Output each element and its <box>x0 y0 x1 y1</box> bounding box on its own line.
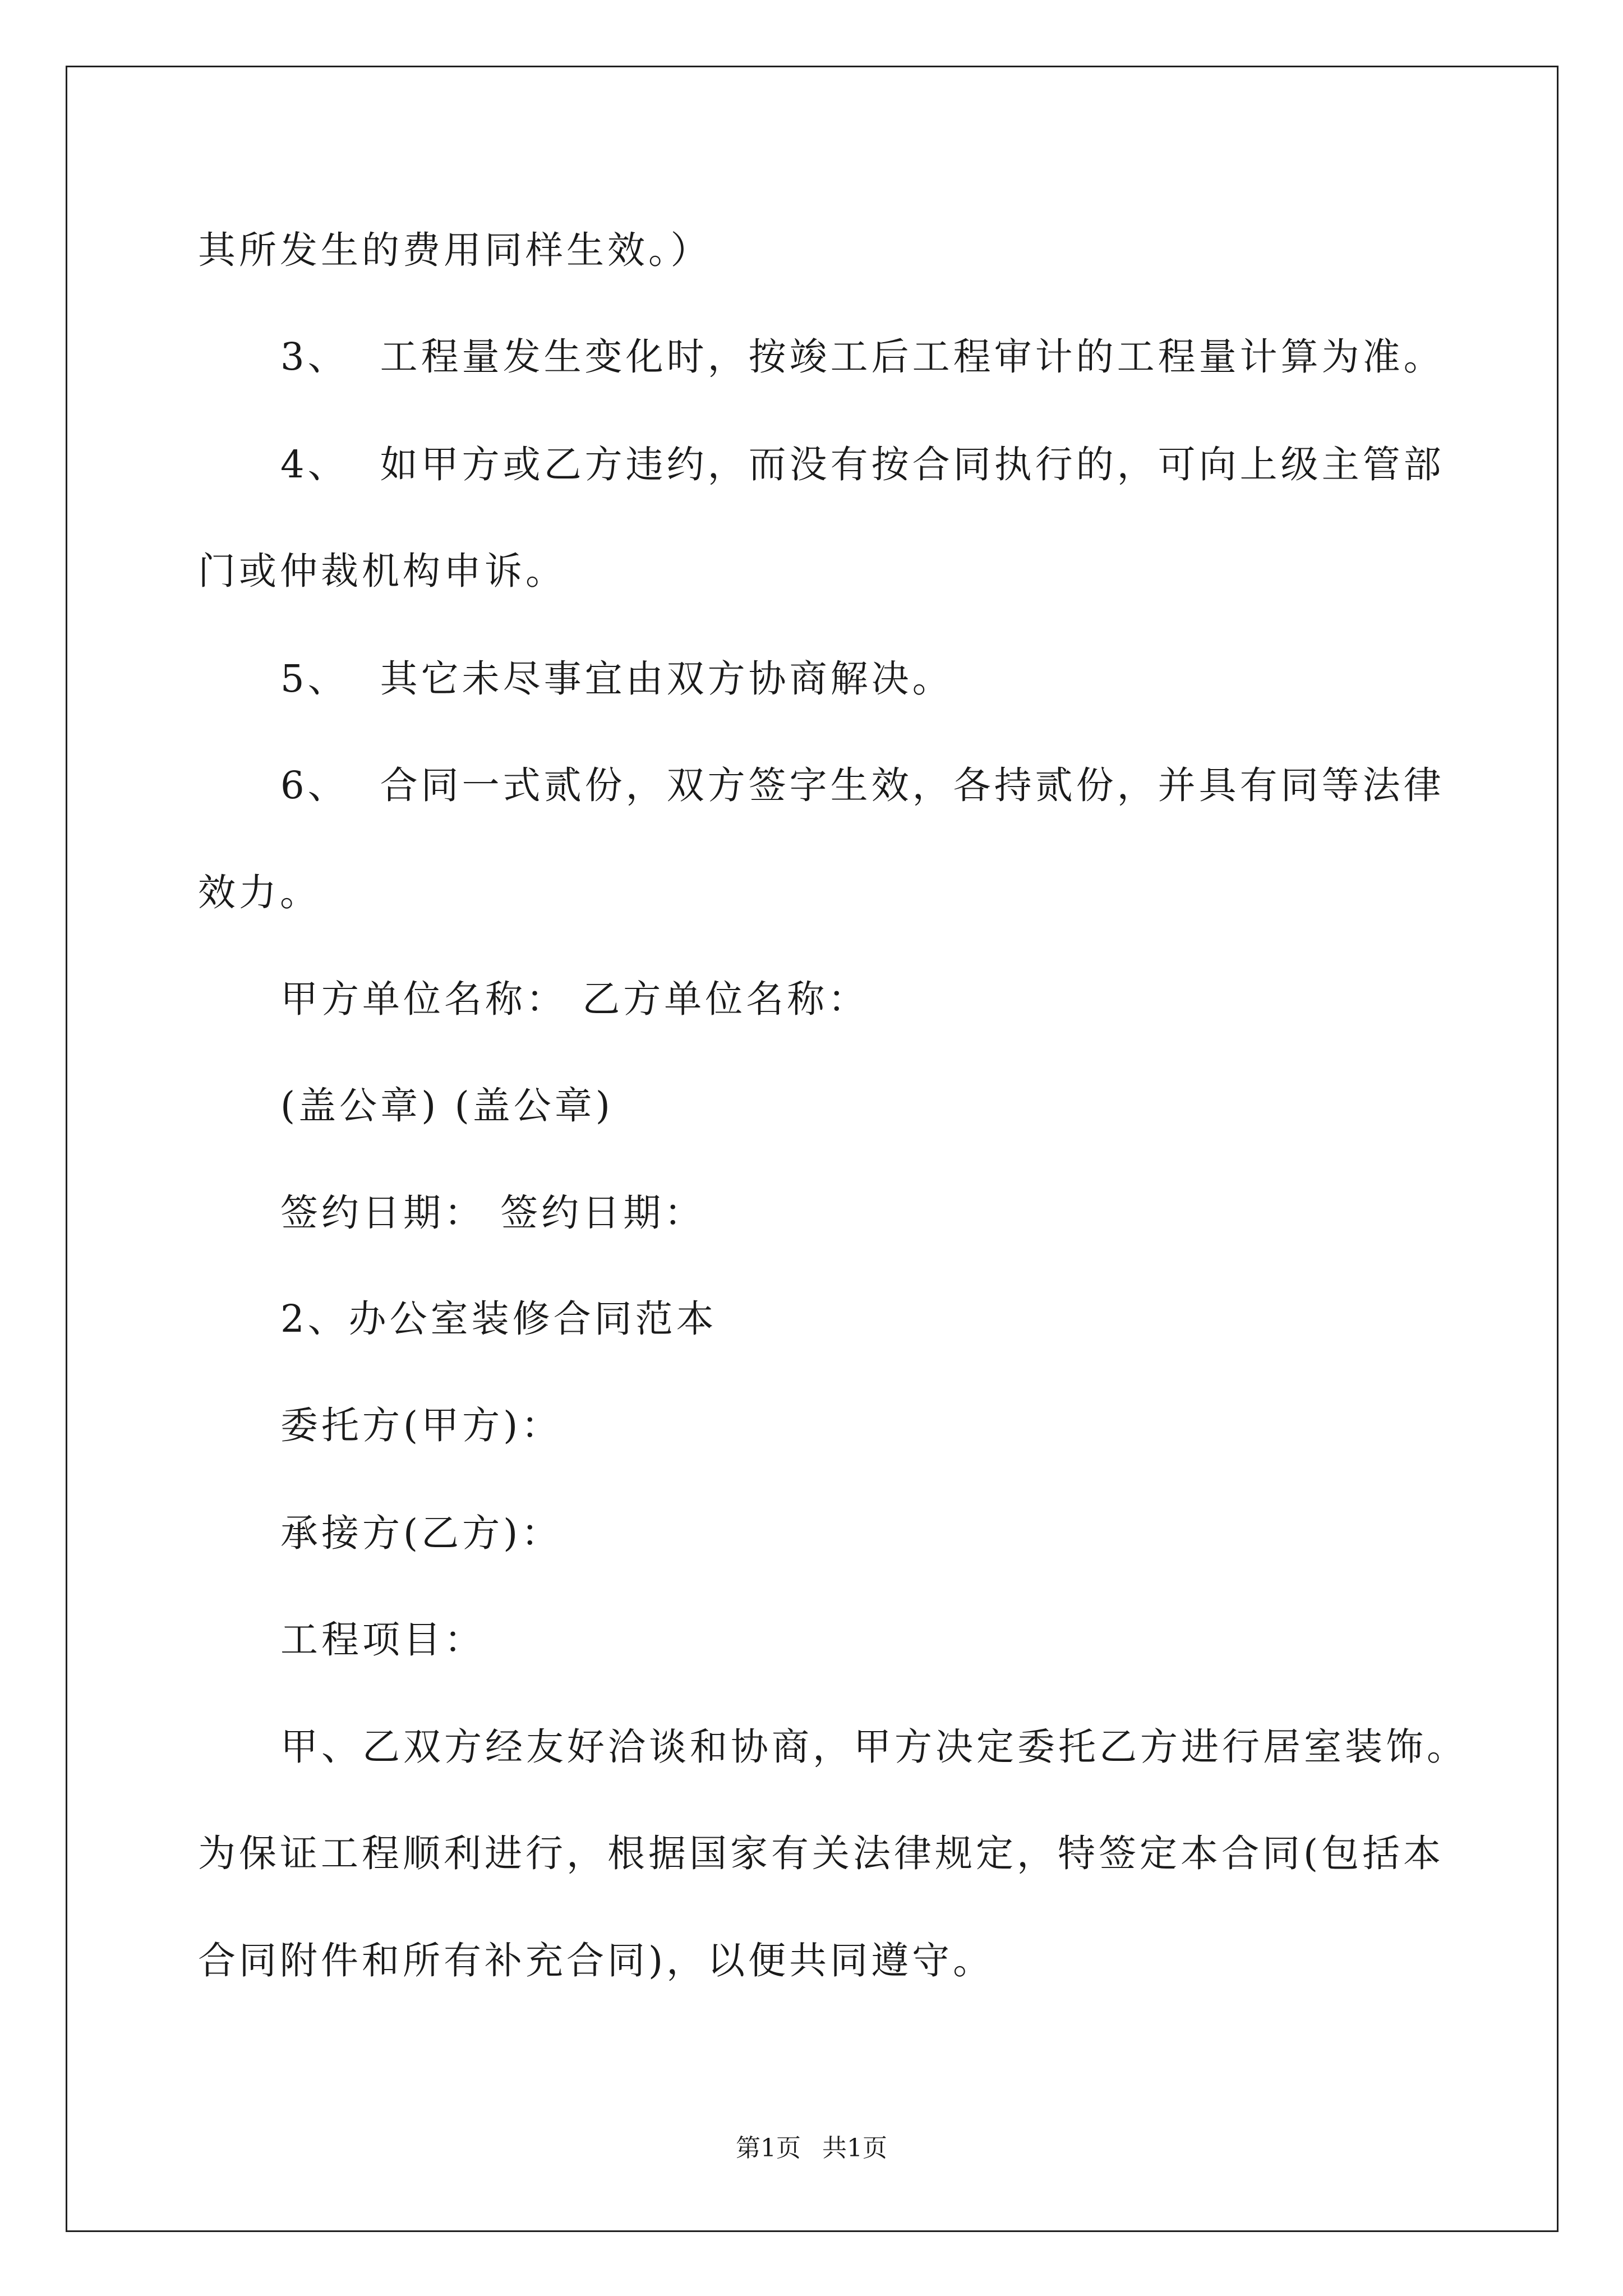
clause-5 <box>280 657 953 701</box>
page-total: 共1页 <box>822 2134 887 2162</box>
clause-6-number: 6、 <box>280 763 349 807</box>
agreement-paragraph-line-3: 合同附件和所有补充合同)，以便共同遵守。 <box>198 1939 994 1982</box>
clause-3-text: 工程量发生变化时，按竣工后工程审计的工程量计算为准。 <box>380 335 1445 379</box>
clause-4-number: 4、 <box>280 443 349 486</box>
clause-4-continuation: 门或仲裁机构申诉。 <box>198 549 566 593</box>
clause-3 <box>280 335 1445 379</box>
clause-4-text: 如甲方或乙方违约，而没有按合同执行的，可向上级主管部 <box>380 443 1445 486</box>
party-names-line: 甲方单位名称： 乙方单位名称： <box>280 977 869 1021</box>
seal-line: (盖公章) (盖公章) <box>280 1084 614 1128</box>
project-line: 工程项目： <box>280 1618 485 1662</box>
contractor-party-line: 承接方(乙方)： <box>280 1511 562 1555</box>
page-footer <box>0 2136 1623 2161</box>
client-party-line: 委托方(甲方)： <box>280 1404 562 1447</box>
clause-6-continuation: 效力。 <box>198 871 321 914</box>
agreement-paragraph-line-1: 甲、乙双方经友好洽谈和协商，甲方决定委托乙方进行居室装饰。 <box>280 1725 1468 1769</box>
clause-5-text: 其它未尽事宜由双方协商解决。 <box>380 657 953 701</box>
clause-4 <box>280 443 1445 486</box>
page-number: 第1页 <box>736 2134 801 2162</box>
paragraph-fee-effect: 其所发生的费用同样生效。） <box>198 228 712 272</box>
clause-6 <box>280 763 1445 807</box>
section-title: 2、办公室装修合同范本 <box>280 1297 717 1341</box>
clause-6-text: 合同一式贰份，双方签字生效，各持贰份，并具有同等法律 <box>380 763 1445 807</box>
agreement-paragraph-line-2: 为保证工程顺利进行，根据国家有关法律规定，特签定本合同(包括本 <box>198 1832 1445 1875</box>
clause-3-number: 3、 <box>280 335 349 379</box>
clause-5-number: 5、 <box>280 657 349 701</box>
page-border <box>66 66 1559 2232</box>
sign-date-line: 签约日期： 签约日期： <box>280 1191 706 1235</box>
